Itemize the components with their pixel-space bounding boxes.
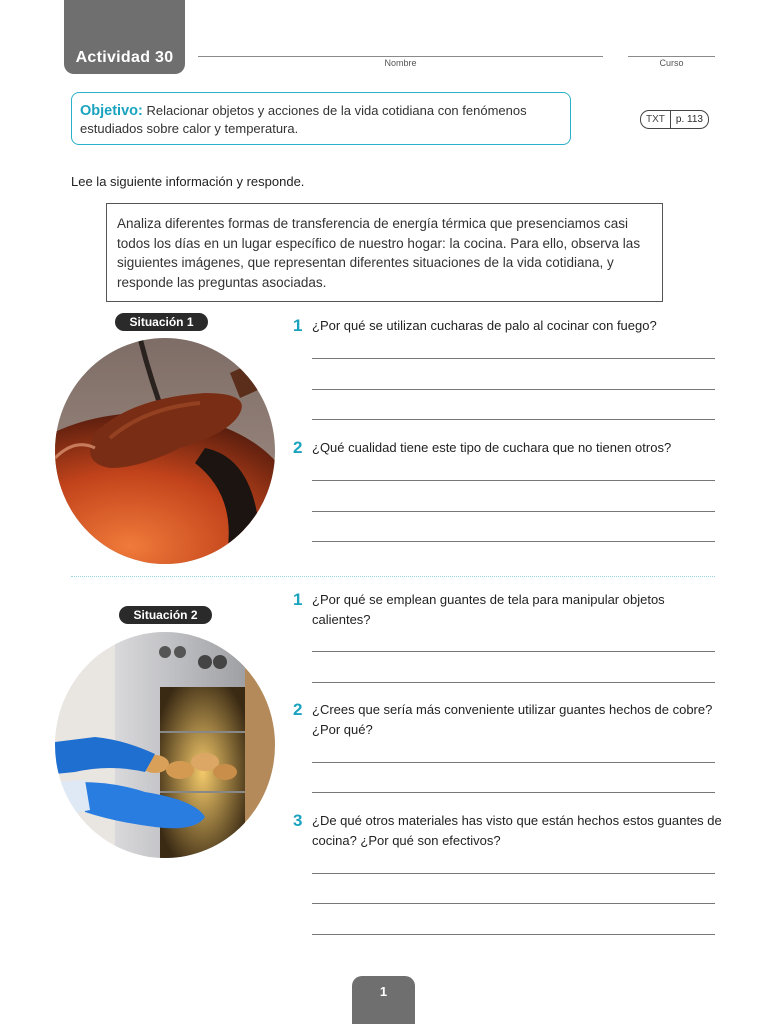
s2-question-2-text: ¿Crees que sería más conveniente utilizar guantes hechos de cobre? ¿Por qué?	[312, 702, 713, 737]
activity-title: Actividad 30	[75, 49, 174, 66]
situation-1-label: Situación 1	[115, 313, 208, 331]
s1-question-2-text: ¿Qué cualidad tiene este tipo de cuchara que no tienen otros?	[312, 440, 672, 455]
s1-question-1-number: 1	[293, 316, 303, 335]
s1-q1-answer-line-2[interactable]	[312, 389, 715, 390]
name-field[interactable]	[198, 56, 603, 57]
objective-label: Objetivo:	[80, 103, 143, 119]
s1-q2-answer-line-2[interactable]	[312, 511, 715, 512]
oven-gloves-photo	[55, 632, 275, 858]
s1-q1-answer-line-1[interactable]	[312, 358, 715, 359]
s2-q2-answer-line-1[interactable]	[312, 762, 715, 763]
situation-2-label: Situación 2	[119, 606, 212, 624]
course-field[interactable]	[628, 56, 715, 57]
section-separator	[71, 576, 715, 577]
wooden-spoon-photo	[55, 338, 275, 564]
page-number: 1	[379, 984, 388, 999]
s2-q1-answer-line-1[interactable]	[312, 651, 715, 652]
s1-question-2-number: 2	[293, 438, 303, 457]
s2-q2-answer-line-2[interactable]	[312, 792, 715, 793]
s2-question-1-number: 1	[293, 590, 303, 609]
name-caption: Nombre	[384, 58, 417, 68]
text-reference-book: TXT	[641, 111, 671, 128]
text-reference-badge	[640, 110, 709, 129]
s2-question-1-text: ¿Por qué se emplean guantes de tela para manipular objetos calientes?	[312, 592, 665, 627]
s2-question-3-text: ¿De qué otros materiales has visto que están hechos estos guantes de cocina? ¿Por qué son efectivos?	[312, 813, 722, 848]
info-box: Analiza diferentes formas de transferencia de energía térmica que presenciamos casi todos los días en un lugar específico de nuestro hogar: la cocina. Para ello, observa las siguientes imágenes, que representan diferentes situaciones de la vida cotidiana, y responde las preguntas asociadas.	[106, 203, 663, 302]
s1-q1-answer-line-3[interactable]	[312, 419, 715, 420]
s2-q3-answer-line-1[interactable]	[312, 873, 715, 874]
instruction-text: Lee la siguiente información y responde.	[71, 174, 305, 189]
s2-question-2-number: 2	[293, 700, 303, 719]
course-caption: Curso	[659, 58, 684, 68]
s2-question-3-number: 3	[293, 811, 303, 830]
s2-q3-answer-line-2[interactable]	[312, 903, 715, 904]
page-number-tab	[352, 976, 415, 1024]
text-reference-page: p. 113	[675, 114, 703, 125]
objective-text: Relacionar objetos y acciones de la vida cotidiana con fenómenos estudiados sobre calor y temperatura.	[80, 103, 527, 136]
activity-tab	[64, 0, 185, 74]
s2-q1-answer-line-2[interactable]	[312, 682, 715, 683]
s1-question-1-text: ¿Por qué se utilizan cucharas de palo al cocinar con fuego?	[312, 318, 657, 333]
s1-q2-answer-line-3[interactable]	[312, 541, 715, 542]
s1-q2-answer-line-1[interactable]	[312, 480, 715, 481]
s2-q3-answer-line-3[interactable]	[312, 934, 715, 935]
objective-box	[71, 92, 571, 145]
